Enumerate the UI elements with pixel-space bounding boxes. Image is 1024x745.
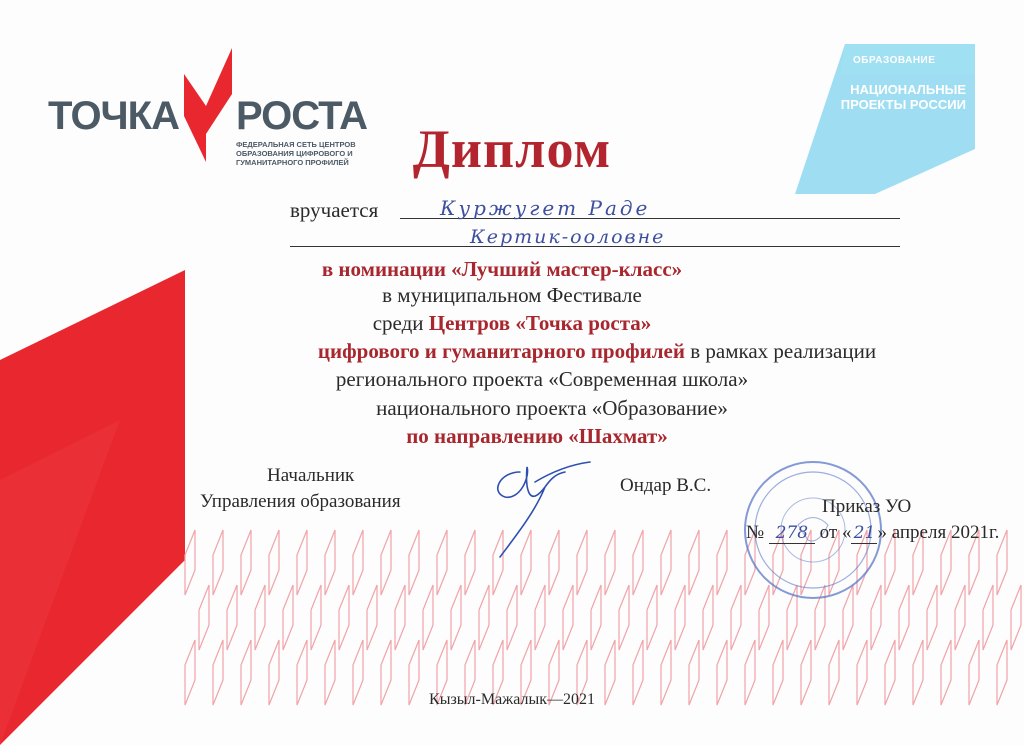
logo-word-left: ТОЧКА <box>48 94 179 138</box>
handwritten-signature-icon <box>475 452 595 562</box>
diamond-shape <box>269 530 279 595</box>
diamond-shape <box>227 585 237 650</box>
diamond-shape <box>241 530 251 595</box>
diamond-shape <box>983 585 993 650</box>
diamond-shape <box>955 585 965 650</box>
diamond-shape <box>339 585 349 650</box>
diamond-shape <box>423 585 433 650</box>
direction-line: по направлению «Шахмат» <box>406 424 668 448</box>
among-line <box>0 311 1024 336</box>
diamond-shape <box>647 585 657 650</box>
diamond-shape <box>479 585 489 650</box>
logo-word-right: РОСТА <box>236 94 367 138</box>
diamond-shape <box>619 585 629 650</box>
regional-project-line: регионального проекта «Современная школа» <box>335 367 749 391</box>
diamond-shape <box>605 530 615 595</box>
diamond-shape <box>535 585 545 650</box>
diamond-shape <box>689 530 699 595</box>
diamond-shape <box>353 530 363 595</box>
np-top-label: ОБРАЗОВАНИЕ <box>853 55 936 66</box>
national-project-line: национального проекта «Образование» <box>376 396 728 420</box>
diamond-shape <box>633 530 643 595</box>
order-label: Приказ УО <box>822 496 912 517</box>
logo-subtitle: ФЕДЕРАЛЬНАЯ СЕТЬ ЦЕНТРОВ ОБРАЗОВАНИЯ ЦИФРОВОГО И ГУМАНИТАРНОГО ПРОФИЛЕЙ <box>236 140 356 167</box>
diamond-shape <box>199 585 209 650</box>
diamond-shape <box>437 530 447 595</box>
profiles-rest: в рамках реализации <box>690 339 877 363</box>
np-main-label: НАЦИОНАЛЬНЫЕ ПРОЕКТЫ РОССИИ <box>840 82 966 112</box>
diamond-shape <box>213 530 223 595</box>
position-line1: Начальник <box>267 465 355 486</box>
diamond-shape <box>899 585 909 650</box>
awarded-label: вручается <box>290 198 379 222</box>
diamond-shape <box>409 530 419 595</box>
diamond-shape <box>661 530 671 595</box>
diamond-shape <box>507 585 517 650</box>
diamond-shape <box>381 530 391 595</box>
among-centers: Центров «Точка роста» <box>428 311 652 335</box>
diamond-shape <box>465 530 475 595</box>
diamond-shape <box>1011 585 1021 650</box>
position-line2: Управления образования <box>200 491 401 512</box>
signer-name: Ондар В.С. <box>620 475 712 496</box>
diamond-shape <box>283 585 293 650</box>
recipient-name-line2: Кертик-ооловне <box>470 226 666 248</box>
diamond-shape <box>591 585 601 650</box>
diamond-shape <box>255 585 265 650</box>
order-from: от « <box>819 522 852 543</box>
profiles-line <box>85 339 1024 364</box>
recipient-name-line1: Куржугет Раде <box>440 196 651 220</box>
diamond-shape <box>675 585 685 650</box>
diamond-shape <box>563 585 573 650</box>
diamond-shape <box>717 530 727 595</box>
order-line <box>746 522 999 544</box>
diploma-title: Диплом <box>412 119 612 179</box>
nomination-line: в номинации «Лучший мастер-класс» <box>321 257 683 281</box>
profiles-bold: цифрового и гуманитарного профилей <box>317 339 685 363</box>
order-date-rest: » апреля 2021г. <box>877 522 1000 543</box>
order-day: 21 <box>851 523 877 544</box>
festival-line: в муниципальном Фестивале <box>382 283 642 307</box>
order-number: 278 <box>769 523 815 544</box>
diamond-shape <box>451 585 461 650</box>
among-prefix: среди <box>372 311 424 335</box>
diamond-shape <box>185 530 195 595</box>
diamond-shape <box>703 585 713 650</box>
diamond-shape <box>395 585 405 650</box>
diamond-pattern <box>185 530 1021 705</box>
diamond-shape <box>927 585 937 650</box>
order-number-prefix: № <box>746 522 765 543</box>
diamond-shape <box>367 585 377 650</box>
diamond-shape <box>297 530 307 595</box>
footer-place-year: Кызыл-Мажалык—2021 <box>429 691 595 708</box>
diamond-shape <box>311 585 321 650</box>
diamond-shape <box>325 530 335 595</box>
